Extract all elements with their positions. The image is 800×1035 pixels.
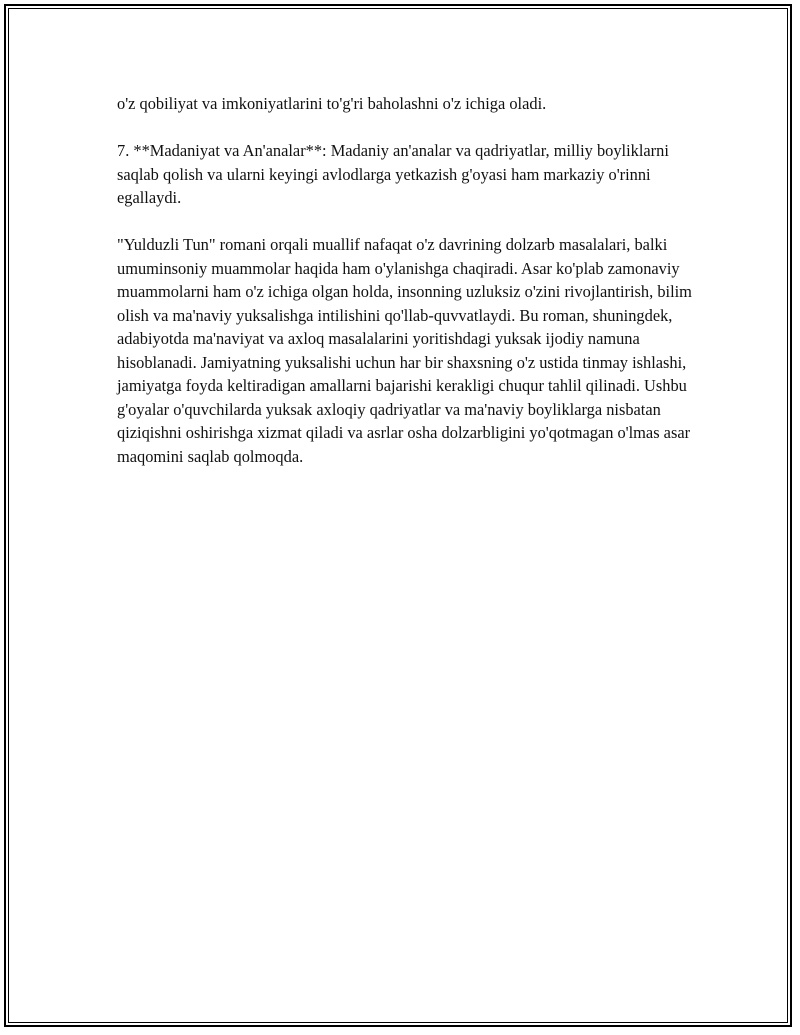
paragraph-continuation: o'z qobiliyat va imkoniyatlarini to'g'ri baholashni o'z ichiga oladi.	[117, 94, 547, 113]
paragraph-conclusion: "Yulduzli Tun" romani orqali muallif nafaqat o'z davrining dolzarb masalalari, balki umuminsoniy muammolar haqida ham o'ylanishga chaqiradi. Asar ko'plab zamonaviy muammolarni ham o'z ichiga olgan holda, insonning uzluksiz o'zini rivojlantirish, bilim olish va ma'naviy yuksalishga intilishini qo'llab-quvvatlaydi. Bu roman, shuningdek, adabiyotda ma'naviyat va axloq masalalarini yoritishdagi yuksak ijodiy namuna hisoblanadi. Jamiyatning yuksalishi uchun har bir shaxsning o'z ustida tinmay ishlashi, jamiyatga foyda keltiradigan amallarni bajarishi kerakligi chuqur tahlil qilinadi. Ushbu g'oyalar o'quvchilarda yuksak axloqiy qadriyatlar va ma'naviy boyliklarga nisbatan qiziqishni oshirishga xizmat qiladi va asrlar osha dolzarbligini yo'qotmagan o'lmas asar maqomini saqlab qolmoqda.	[117, 235, 692, 466]
document-body	[117, 92, 697, 492]
paragraph-culture-traditions: 7. **Madaniyat va An'analar**: Madaniy an'analar va qadriyatlar, milliy boyliklarni saqlab qolish va ularni keyingi avlodlarga yetkazish g'oyasi ham markaziy o'rinni egallaydi.	[117, 141, 669, 207]
